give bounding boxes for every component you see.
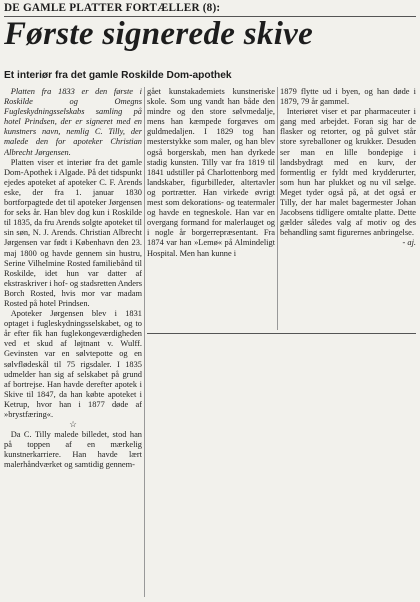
section-rule — [147, 333, 416, 334]
article-column-3 — [280, 87, 416, 307]
article-column-2 — [147, 87, 275, 317]
body-paragraph: gået kunstakademiets kunstneriske skole. Som ung vandt han både den mindre og den store sølvmedalje, mens han kæmpede forgæves om guldmedaljen. I 1829 tog han mesterstykke som maler, og han blev også borgerskab, men han dyrkede stadig kunsten. Tilly var fra 1819 til 1841 udstiller på Charlottenborg med landskaber, figurbilleder, altertavler og portrætter. Han virkede øvrigt mest som dekorations- og teatermaler og havde en tegneskole. Han var en overgang formand for malerlauget og i nogle år borgerrepræsentant. Fra 1874 var han »Lemø« på Almindeligt Hospital. Men han kunne i — [147, 87, 275, 258]
body-paragraph: Platten viser et interiør fra det gamle Dom-Apothek i Algade. På det tidspunkt ejedes apoteket af apoteker C. F. Arends eske, der fra 1. januar 1830 bortforpagtede det til apoteker Jørgensen for seks år. Han blev dog kun i Roskilde til 1835, da fru Arends solgte apoteket til sin søn, N. J. Arends. Christian Albrecht Jørgensen var født i København den 23. maj 1800 og havde gennem sin hustru, Serine Vilhelmine Rosted familiebånd til Roskilde, idet hun var datter af ekstraskriver i hof- og stadsretten Anders Borch Rosted, hvis mor var madam Rosted på hotel Prindsen. — [4, 157, 142, 308]
article-column-1 — [4, 87, 142, 597]
body-paragraph: 1879 flytte ud i byen, og han døde i 1879, 79 år gammel. — [280, 87, 416, 107]
kicker: DE GAMLE PLATTER FORTÆLLER (8): — [4, 2, 221, 14]
intro-paragraph: Platten fra 1833 er den første i Roskilde og Omegns Fugleskydningsselskabs samling på hotel Prindsen, der er signeret med en kunstners navn, nemlig C. Tilly, der malede den for apoteker Christian Albrecht Jørgensen. — [4, 87, 142, 157]
column-divider — [144, 87, 145, 597]
author-signature: - aj. — [402, 238, 416, 248]
headline: Første signerede skive — [4, 16, 314, 52]
deck: Et interiør fra det gamle Roskilde Dom-apothek — [4, 70, 232, 81]
body-paragraph: Da C. Tilly malede billedet, stod han på toppen af en mærkelig kunstnerkarriere. Han havde lært malerhåndværket og samtidig gennem- — [4, 430, 142, 470]
body-paragraph: Apoteker Jørgensen blev i 1831 optaget i fugleskydningsselskabet, og to år efter fik han fuglekongeværdigheden ved et skud af løjtnant v. Wulff. Gevinsten var en sølvtepotte og en sølvflødeskål til 75 rigsdaler. I 1835 udmelder han sig af selskabet på grund af bortrejse. Han havde derefter apotek i Skive til 1847, da han købte apoteket i Ketrup, hvor han i 1877 døde af »brystfæring«. — [4, 309, 142, 419]
star-divider: ☆ — [69, 420, 77, 430]
body-paragraph: Interiøret viser et par pharmaceuter i gang med arbejdet. Foran sig har de flasker og retorter, og på gulvet står store syreballoner og krukker. Desuden ser man en lille bondepige i landsbydragt med en kurv, der formentlig er fyldt med krydderurter, som hun har plukket og nu vil sælge. Meget tyder også på, at det også er Tilly, der har malet bagermester Johan Jacobsens tidligere omtalte platte. Dette gælder således valg af motiv og des behandling samt figurernes anbringelse. — [280, 107, 416, 238]
column-divider — [277, 87, 278, 330]
